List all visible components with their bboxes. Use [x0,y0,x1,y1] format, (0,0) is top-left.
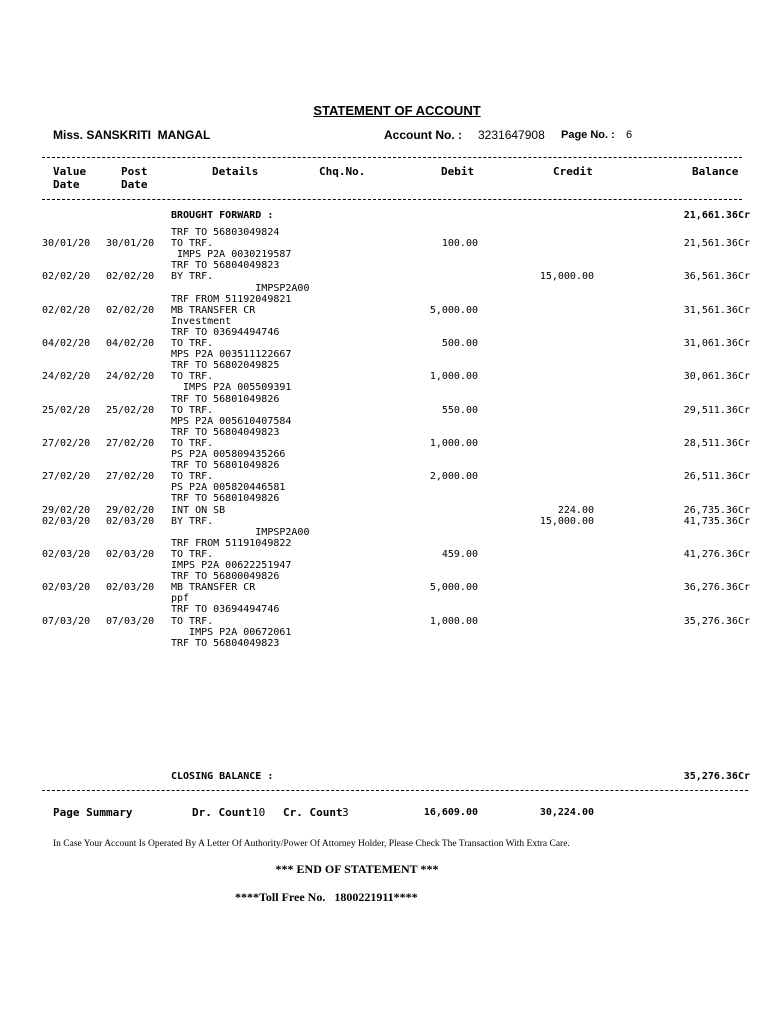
customer-name: Miss. SANSKRITI MANGAL [53,128,211,142]
details-text: IMPS P2A 0030219587 [171,249,292,260]
page-summary-label: Page Summary [53,806,133,819]
details-text: PS P2A 005820446581 [171,482,286,493]
value-date: 25/02/20 [42,405,91,416]
post-date: 02/03/20 [106,582,155,593]
toll-free-number: ****Toll Free No. 1800221911**** [235,890,418,904]
details-text: IMPSP2A00 [171,527,310,538]
col-chq-no: Chq.No. [319,165,366,178]
statement-title: STATEMENT OF ACCOUNT [313,103,481,118]
balance-amount: 36,561.36Cr [683,271,750,282]
credit-amount: 224.00 [557,505,594,516]
balance-amount: 31,561.36Cr [683,305,750,316]
details-text: TO TRF. [171,338,214,349]
debit-amount: 2,000.00 [429,471,478,482]
value-date: 02/03/20 [42,582,91,593]
details-text: IMPS P2A 005509391 [171,382,292,393]
post-date: 27/02/20 [106,438,155,449]
page-number-label: Page No. : [561,129,615,141]
closing-rule [42,790,748,791]
value-date: 02/03/20 [42,516,91,527]
total-debit: 16,609.00 [423,807,478,818]
details-text: TO TRF. [171,405,214,416]
col-details: Details [212,165,259,178]
balance-amount: 30,061.36Cr [683,371,750,382]
balance-amount: 41,276.36Cr [683,549,750,560]
details-text: IMPSP2A00 [171,283,310,294]
col-balance: Balance [692,165,739,178]
details-text: IMPS P2A 00672061 [171,627,292,638]
balance-amount: 21,561.36Cr [683,238,750,249]
debit-amount: 459.00 [441,549,478,560]
details-text: TO TRF. [171,371,214,382]
value-date: 04/02/20 [42,338,91,349]
details-text: BY TRF. [171,516,214,527]
details-text: MPS P2A 005610407584 [171,416,292,427]
total-credit: 30,224.00 [539,807,594,818]
details-text: TRF TO 56804049823 [171,260,280,271]
header-top-rule [42,157,742,158]
details-text: TRF TO 56800049826 [171,571,280,582]
details-text: MPS P2A 003511122667 [171,349,292,360]
balance-amount: 41,735.36Cr [683,516,750,527]
value-date: 02/03/20 [42,549,91,560]
post-date: 30/01/20 [106,238,155,249]
credit-amount: 15,000.00 [539,516,594,527]
balance-amount: 26,735.36Cr [683,505,750,516]
value-date: 30/01/20 [42,238,91,249]
debit-amount: 5,000.00 [429,582,478,593]
closing-balance-amount: 35,276.36Cr [683,771,750,782]
header-bottom-rule [42,199,742,200]
poa-notice: In Case Your Account Is Operated By A Letter Of Authority/Power Of Attorney Holder, Please Check The Transaction With Extra Care. [53,839,570,849]
brought-forward-label: BROUGHT FORWARD : [171,210,274,221]
details-text: TRF FROM 51191049822 [171,538,292,549]
details-text: TO TRF. [171,616,214,627]
details-text: TRF TO 03694494746 [171,327,280,338]
debit-amount: 5,000.00 [429,305,478,316]
value-date: 02/02/20 [42,305,91,316]
col-value-date-2: Date [53,178,80,191]
col-value-date-1: Value [53,165,87,178]
details-text: IMPS P2A 00622251947 [171,560,292,571]
value-date: 02/02/20 [42,271,91,282]
details-text: MB TRANSFER CR [171,582,256,593]
page-number: 6 [626,129,633,141]
details-text: TRF TO 56801049826 [171,394,280,405]
details-text: MB TRANSFER CR [171,305,256,316]
details-text: TO TRF. [171,471,214,482]
details-text: TRF TO 03694494746 [171,604,280,615]
details-text: TRF TO 56801049826 [171,493,280,504]
debit-amount: 100.00 [441,238,478,249]
cr-count-value: 3 [342,806,349,819]
debit-amount: 1,000.00 [429,616,478,627]
details-text: TRF TO 56804049823 [171,427,280,438]
details-text: TRF TO 56804049823 [171,638,280,649]
balance-amount: 28,511.36Cr [683,438,750,449]
col-debit: Debit [441,165,475,178]
value-date: 29/02/20 [42,505,91,516]
post-date: 29/02/20 [106,505,155,516]
details-text: Investment [171,316,232,327]
details-text: TRF TO 56803049824 [171,227,280,238]
debit-amount: 550.00 [441,405,478,416]
details-text: ppf [171,593,190,604]
post-date: 24/02/20 [106,371,155,382]
details-text: TRF TO 56801049826 [171,460,280,471]
debit-amount: 1,000.00 [429,438,478,449]
balance-amount: 29,511.36Cr [683,405,750,416]
post-date: 02/03/20 [106,516,155,527]
details-text: TRF TO 56802049825 [171,360,280,371]
end-of-statement: *** END OF STATEMENT *** [275,862,439,876]
post-date: 02/03/20 [106,549,155,560]
post-date: 04/02/20 [106,338,155,349]
post-date: 07/03/20 [106,616,155,627]
dr-count-label: Dr. Count [192,806,252,819]
credit-amount: 15,000.00 [539,271,594,282]
value-date: 24/02/20 [42,371,91,382]
details-text: TO TRF. [171,438,214,449]
col-credit: Credit [553,165,593,178]
dr-count-value: 10 [252,806,266,819]
col-post-date-1: Post [121,165,148,178]
details-text: TRF FROM 51192049821 [171,294,292,305]
details-text: TO TRF. [171,549,214,560]
balance-amount: 31,061.36Cr [683,338,750,349]
value-date: 27/02/20 [42,438,91,449]
balance-amount: 26,511.36Cr [683,471,750,482]
col-post-date-2: Date [121,178,148,191]
brought-forward-balance: 21,661.36Cr [683,210,750,221]
post-date: 02/02/20 [106,271,155,282]
details-text: BY TRF. [171,271,214,282]
details-text: INT ON SB [171,505,226,516]
value-date: 27/02/20 [42,471,91,482]
cr-count-label: Cr. Count [283,806,343,819]
balance-amount: 35,276.36Cr [683,616,750,627]
account-number-label: Account No. : [384,128,462,142]
debit-amount: 500.00 [441,338,478,349]
account-number: 3231647908 [478,128,545,142]
post-date: 25/02/20 [106,405,155,416]
post-date: 02/02/20 [106,305,155,316]
details-text: PS P2A 005809435266 [171,449,286,460]
post-date: 27/02/20 [106,471,155,482]
value-date: 07/03/20 [42,616,91,627]
debit-amount: 1,000.00 [429,371,478,382]
balance-amount: 36,276.36Cr [683,582,750,593]
details-text: TO TRF. [171,238,214,249]
closing-balance-label: CLOSING BALANCE : [171,771,274,782]
